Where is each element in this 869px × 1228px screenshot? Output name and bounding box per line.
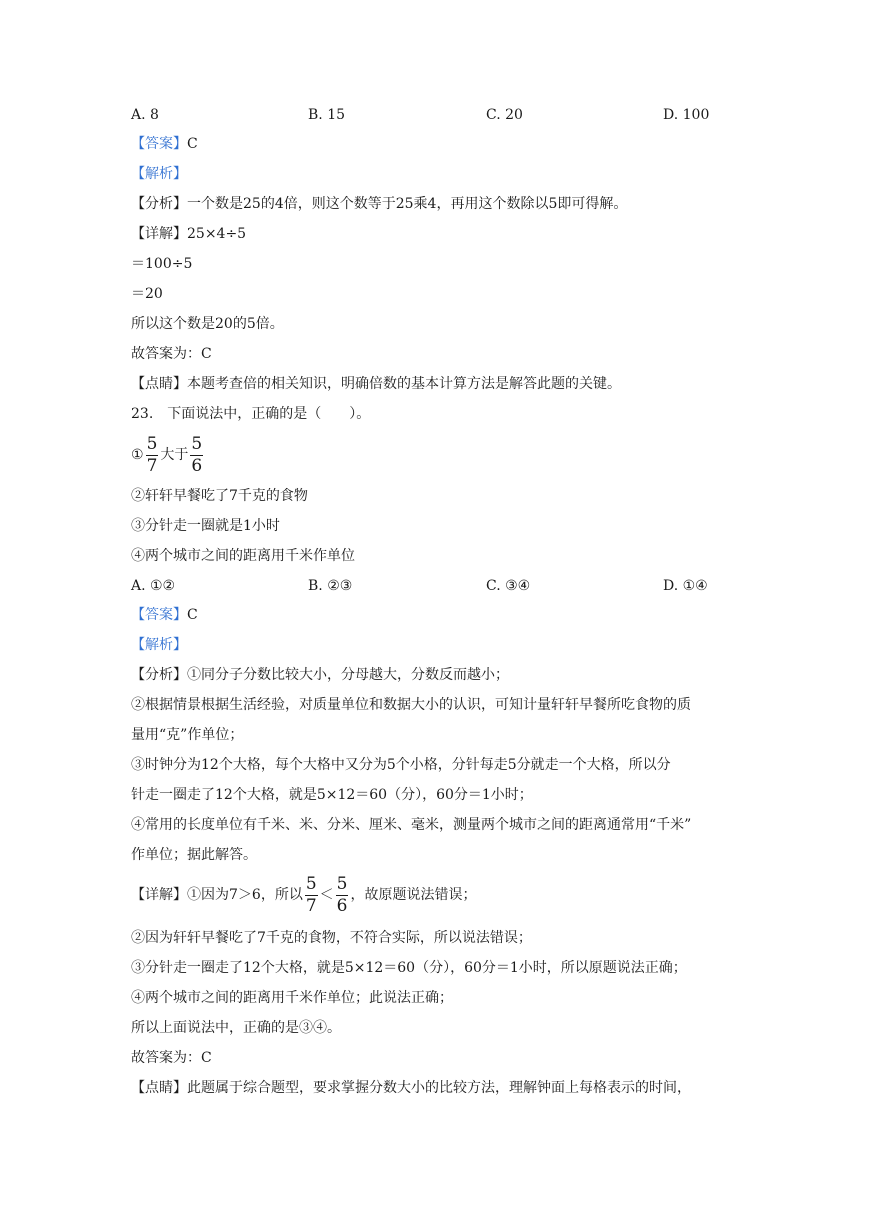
fenxi-tag: 【分析】	[131, 196, 187, 212]
q23-option-b[interactable]: B. ②③	[308, 578, 353, 594]
q23-options	[131, 576, 851, 596]
q23-option-a[interactable]: A. ①②	[131, 578, 176, 594]
fraction-numerator: 5	[191, 433, 203, 454]
q23-fenxi-line-1	[131, 665, 509, 685]
q22-option-d[interactable]: D. 100	[663, 107, 710, 123]
q22-option-c[interactable]: C. 20	[486, 107, 523, 123]
fraction-denominator: 7	[146, 455, 158, 476]
q22-answer	[131, 134, 198, 154]
q23-jiexi-tag: 【解析】	[131, 637, 187, 653]
fraction-5-7	[146, 433, 159, 476]
q23-fenxi-line-2: ②根据情景根据生活经验，对质量单位和数据大小的认识，可知计量轩轩早餐所吃食物的质	[131, 697, 691, 713]
q23-statement-4: ④两个城市之间的距离用千米作单位	[131, 548, 355, 564]
q23-statement-3: ③分针走一圈就是1小时	[131, 518, 280, 534]
q23-fenxi-line-3: 量用“克”作单位；	[131, 727, 244, 743]
dianjing-text: 此题属于综合题型，要求掌握分数大小的比较方法，理解钟面上每格表示的时间，	[187, 1080, 691, 1096]
q22-option-b[interactable]: B. 15	[308, 107, 346, 123]
q22-fenxi	[131, 194, 627, 214]
xiangjie-text: 25×4÷5	[187, 226, 247, 242]
q23-xiangjie-line-1	[131, 872, 476, 918]
q23-fenxi-line-7: 作单位；据此解答。	[131, 847, 257, 863]
dianjing-tag: 【点睛】	[131, 1080, 187, 1096]
q23-final: 故答案为：C	[131, 1050, 212, 1066]
q23-fenxi-line-5: 针走一圈走了12个大格，就是5×12＝60（分），60分＝1小时；	[131, 787, 533, 803]
xiangjie-tag: 【详解】	[131, 887, 187, 903]
q23-answer	[131, 605, 198, 625]
fenxi-text: ①同分子分数比较大小，分母越大，分数反而越小；	[187, 667, 509, 683]
fraction-numerator: 5	[305, 873, 317, 894]
s1-mid: 大于	[160, 447, 189, 463]
fraction-denominator: 6	[336, 895, 348, 916]
fraction-numerator: 5	[146, 433, 158, 454]
answer-value: C	[187, 607, 198, 623]
q23-option-d[interactable]: D. ①④	[663, 578, 708, 594]
q22-dianjing	[131, 374, 621, 394]
fraction-5-7	[305, 873, 318, 916]
q22-step-1: ＝100÷5	[131, 256, 193, 272]
q22-xiangjie	[131, 224, 246, 244]
q22-option-a[interactable]: A. 8	[131, 107, 159, 123]
dianjing-tag: 【点睛】	[131, 376, 187, 392]
q23-option-c[interactable]: C. ③④	[486, 578, 531, 594]
answer-tag: 【答案】	[131, 607, 187, 623]
q23-statement-2: ②轩轩早餐吃了7千克的食物	[131, 488, 308, 504]
q23-dianjing	[131, 1078, 691, 1098]
q22-step-2: ＝20	[131, 286, 163, 302]
xj-prefix: ①因为7＞6，所以	[187, 887, 303, 903]
less-than-sign: ＜	[319, 887, 334, 903]
xiangjie-tag: 【详解】	[131, 226, 187, 242]
fraction-denominator: 6	[191, 455, 203, 476]
fraction-5-6	[190, 433, 203, 476]
q22-conclusion: 所以这个数是20的5倍。	[131, 316, 284, 332]
fraction-denominator: 7	[305, 895, 317, 916]
q23-fenxi-line-4: ③时钟分为12个大格，每个大格中又分为5个小格，分针每走5分就走一个大格，所以分	[131, 757, 671, 773]
fenxi-text: 一个数是25的4倍，则这个数等于25乘4，再用这个数除以5即可得解。	[187, 196, 628, 212]
fraction-numerator: 5	[336, 873, 348, 894]
fraction-5-6	[336, 873, 349, 916]
answer-value: C	[187, 136, 198, 152]
answer-tag: 【答案】	[131, 136, 187, 152]
q22-options	[131, 105, 851, 125]
dianjing-text: 本题考查倍的相关知识，明确倍数的基本计算方法是解答此题的关键。	[187, 376, 621, 392]
q23-xiangjie-line-2: ②因为轩轩早餐吃了7千克的食物，不符合实际，所以说法错误；	[131, 930, 532, 946]
q22-jiexi-tag: 【解析】	[131, 166, 187, 182]
q22-final: 故答案为：C	[131, 346, 212, 362]
fenxi-tag: 【分析】	[131, 667, 187, 683]
q23-statement-1	[131, 432, 205, 478]
q23-xiangjie-line-3: ③分针走一圈走了12个大格，就是5×12＝60（分），60分＝1小时，所以原题说法正确；	[131, 960, 687, 976]
q23-fenxi-line-6: ④常用的长度单位有千米、米、分米、厘米、毫米，测量两个城市之间的距离通常用“千米”	[131, 817, 692, 833]
q23-xiangjie-line-4: ④两个城市之间的距离用千米作单位；此说法正确；	[131, 990, 453, 1006]
xj-suffix: ，故原题说法错误；	[350, 887, 477, 903]
s1-prefix: ①	[131, 447, 144, 463]
q23-stem: 23. 下面说法中，正确的是（ ）。	[131, 406, 371, 422]
q23-xiangjie-line-5: 所以上面说法中，正确的是③④。	[131, 1020, 341, 1036]
